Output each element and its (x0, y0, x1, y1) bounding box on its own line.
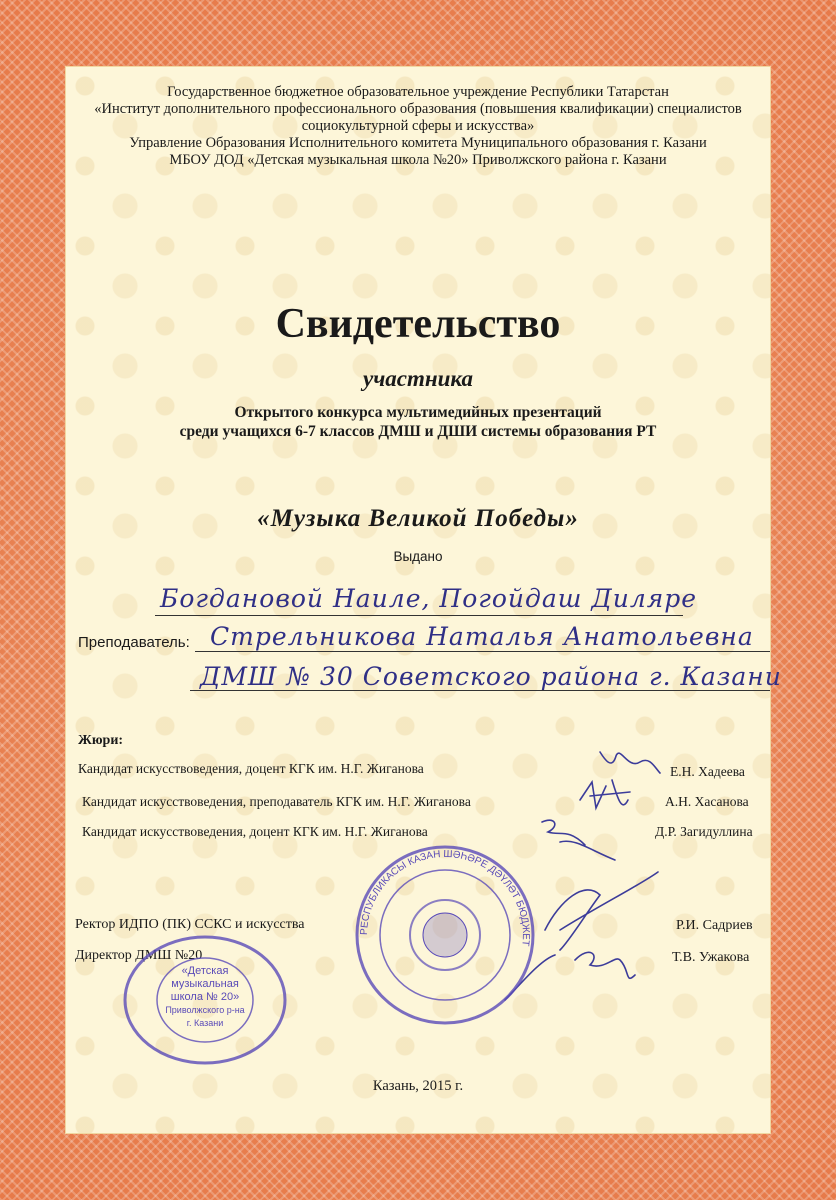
stamp-ring-text: РЕСПУБЛИКАСЫ КАЗАН ШӘҺӘРЕ ДӘҮЛӘТ БЮДЖЕТ (358, 848, 532, 947)
header-line: «Институт дополнительного профессионального образования (повышения квалификации) специалистов (94, 101, 742, 117)
school-stamp (115, 930, 295, 1070)
jury-member-name: Д.Р. Загидуллина (655, 824, 753, 839)
stamp-line: «Детская (181, 965, 229, 977)
issued-label: Выдано (393, 549, 443, 564)
stamp-line: музыкальная (171, 978, 239, 990)
jury-member-title: Кандидат искусствоведения, преподаватель КГК им. Н.Г. Жиганова (82, 794, 471, 809)
contest-line: Открытого конкурса мультимедийных презентаций (234, 404, 602, 421)
header-line: МБОУ ДОД «Детская музыкальная школа №20» Приволжского района г. Казани (169, 152, 667, 168)
header-line: Управление Образования Исполнительного комитета Муниципального образования г. Казани (129, 135, 707, 151)
signature-zagidullina (542, 820, 615, 860)
stamp-line: Приволжского р-на (165, 1005, 245, 1015)
signature-uzhakova (575, 952, 635, 978)
stamp-line: школа № 20» (170, 991, 240, 1003)
jury-member-title: Кандидат искусствоведения, доцент КГК им. Н.Г. Жиганова (78, 761, 424, 776)
recipient-names: Богдановой Наиле, Погойдаш Диляре (160, 584, 698, 613)
rector-name: Р.И. Садриев (676, 918, 753, 933)
director-name: Т.В. Ужакова (672, 950, 750, 965)
jury-member-name: Е.Н. Хадеева (670, 764, 745, 779)
header-line: социокультурной сферы и искусства» (301, 118, 535, 134)
school-name: ДМШ № 30 Советского района г. Казани (200, 662, 782, 691)
jury-member-title: Кандидат искусствоведения, доцент КГК им. Н.Г. Жиганова (82, 824, 428, 839)
certificate-subtitle: участника (362, 366, 474, 391)
jury-member-name: А.Н. Хасанова (665, 794, 749, 809)
director-title: Директор ДМШ №20 (75, 948, 203, 963)
institute-stamp (350, 840, 540, 1030)
contest-theme: «Музыка Великой Победы» (257, 505, 579, 532)
signature-khadeeva (600, 752, 660, 773)
teacher-name: Стрельникова Наталья Анатольевна (210, 622, 754, 651)
contest-line: среди учащихся 6-7 классов ДМШ и ДШИ системы образования РТ (179, 423, 657, 440)
stamp-line: г. Казани (186, 1018, 224, 1028)
certificate-title: Свидетельство (275, 301, 561, 347)
header-line: Государственное бюджетное образовательное учреждение Республики Татарстан (167, 84, 669, 100)
rector-title: Ректор ИДПО (ПК) ССКС и искусства (75, 917, 305, 932)
signature-khasanova (580, 780, 630, 808)
teacher-label: Преподаватель: (78, 634, 190, 651)
jury-label: Жюри: (78, 733, 124, 748)
place-and-year: Казань, 2015 г. (372, 1078, 464, 1094)
